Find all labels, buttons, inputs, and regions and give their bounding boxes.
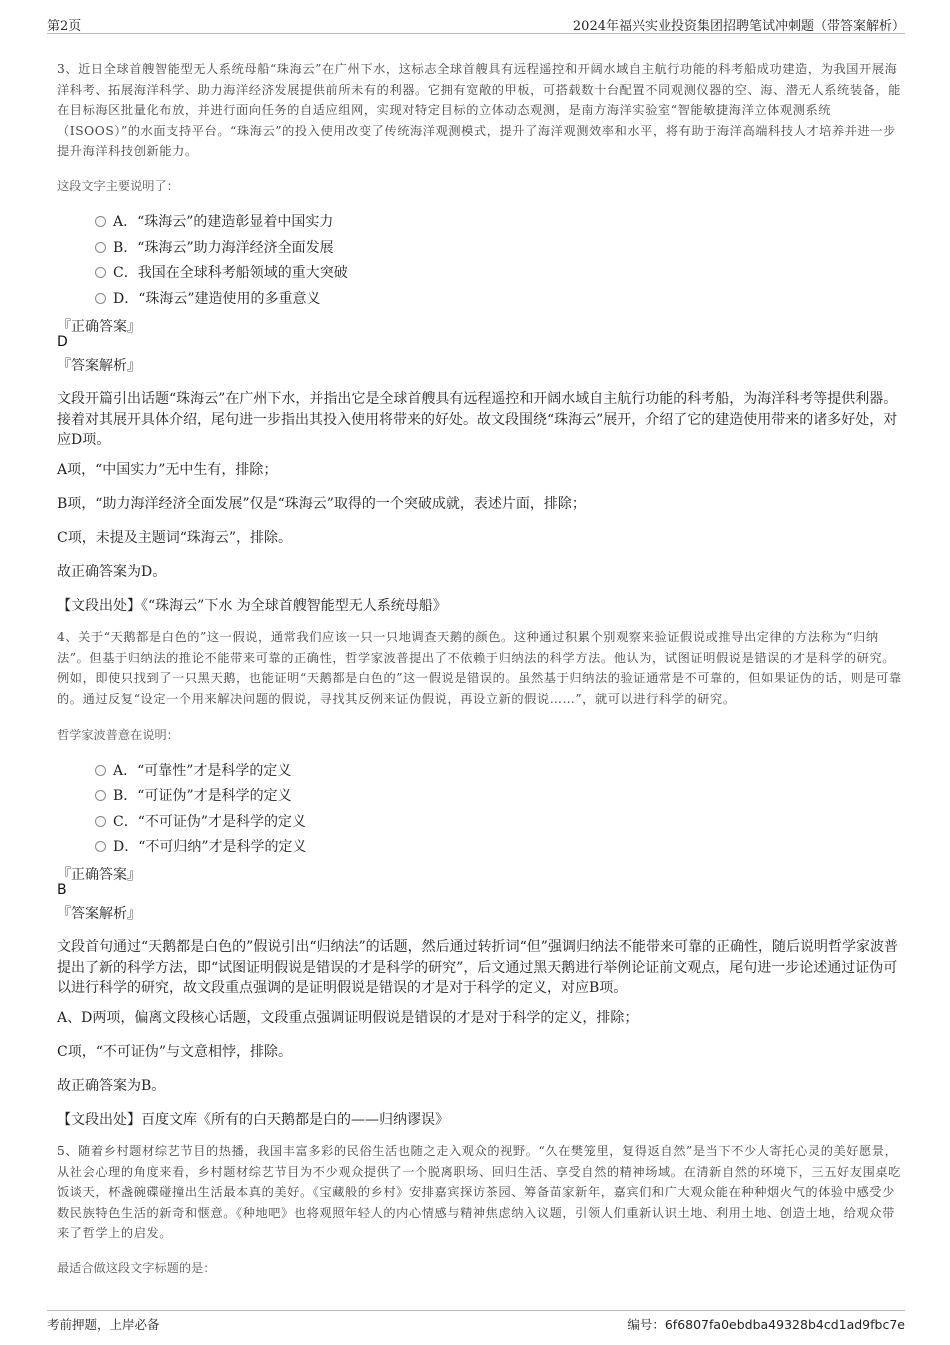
q3-analysis-label: 『答案解析』 — [57, 358, 141, 374]
q3-source: 【文段出处】《“珠海云”下水 为全球首艘智能型无人系统母船》 — [57, 598, 447, 614]
radio-icon[interactable] — [95, 267, 106, 278]
page-number: 第2页 — [47, 19, 82, 34]
question-4-prompt: 哲学家波普意在说明： — [57, 728, 179, 742]
q4-note-ad: A、D两项，偏离文段核心话题，文段重点强调证明假说是错误的才是对于科学的定义，排除； — [57, 1010, 639, 1026]
radio-icon[interactable] — [95, 293, 106, 304]
q3-answer: D — [57, 334, 68, 350]
question-4-text: 4、关于“天鹅都是白色的”这一假说，通常我们应该一只一只地调查天鹅的颜色。这种通过积累个别观察来验证假说或推导出定律的方法称为“归纳法”。但基于归纳法的推论不能带来可靠的正确性，哲学家波普提出了不依赖于归纳法的科学方法。他认为，试图证明假说是错误的才是科学的研究。例如，即使只找到了一只黑天鹅，也能证明“天鹅都是白色的”这一假说是错误的。虽然基于归纳法的验证通常是不可靠的，但如果证伪的话，则是可靠的。通过反复“设定一个用来解决问题的假说，寻找其反例来证伪假说，再设立新的假说……”，就可以进行科学的研究。 — [57, 630, 902, 706]
q4-analysis-label: 『答案解析』 — [57, 906, 141, 922]
q4-option-d[interactable]: D．“不可归纳”才是科学的定义 — [95, 836, 307, 856]
question-5-text: 5、随着乡村题材综艺节目的热播，我国丰富多彩的民俗生活也随之走入观众的视野。“久在樊笼里，复得返自然”是当下不少人寄托心灵的美好愿景，从社会心理的角度来看，乡村题材综艺节目为不少观众提供了一个脱离职场、回归生活、享受自然的精神场域。在清新自然的环境下，三五好友围桌吃饭谈天，杯盏碗碟碰撞出生活最本真的美好。《宝藏般的乡村》安排嘉宾探访茶园、筹备苗家新年，嘉宾们和广大观众能在种种烟火气的体验中感受少数民族特色生活的新奇和惬意。《种地吧》也将观照年轻人的内心情感与精神焦虑纳入议题，引领人们重新认识土地、利用土地、创造土地，给观众带来了哲学上的启发。 — [57, 1144, 901, 1241]
q4-option-a[interactable]: A．“可靠性”才是科学的定义 — [95, 760, 291, 780]
q4-answer: B — [57, 882, 67, 898]
page-header — [47, 0, 905, 34]
q4-source: 【文段出处】百度文库《所有的白天鹅都是白的——归纳谬误》 — [57, 1112, 449, 1128]
q3-option-a[interactable]: A．“珠海云”的建造彰显着中国实力 — [95, 211, 333, 231]
q3-note-a: A项，“中国实力”无中生有，排除； — [57, 462, 278, 478]
q3-option-b[interactable]: B．“珠海云”助力海洋经济全面发展 — [95, 237, 334, 257]
q3-option-d[interactable]: D．“珠海云”建造使用的多重意义 — [95, 288, 321, 308]
q4-analysis: 文段首句通过“天鹅都是白色的”假说引出“归纳法”的话题，然后通过转折词“但”强调归纳法不能带来可靠的正确性，随后说明哲学家波普提出了新的科学方法，即“试图证明假说是错误的才是科学的研究”，后文通过黑天鹅进行举例论证前文观点，尾句进一步论述通过证伪可以进行科学的研究，故文段重点强调的是证明假说是错误的才是对于科学的定义，对应B项。 — [57, 939, 898, 996]
page-footer — [47, 1310, 905, 1335]
q3-note-c: C项，未提及主题词“珠海云”，排除。 — [57, 530, 293, 546]
question-3-prompt: 这段文字主要说明了： — [57, 179, 179, 193]
document-id-value: 6f6807fa0ebdba49328b4cd1ad9fbc7e — [664, 1317, 905, 1332]
question-5-prompt: 最适合做这段文字标题的是： — [57, 1261, 216, 1275]
document-title: 2024年福兴实业投资集团招聘笔试冲刺题（带答案解析） — [572, 19, 905, 34]
document-id-label: 编号： — [627, 1317, 665, 1332]
radio-icon[interactable] — [95, 242, 106, 253]
q3-answer-label: 『正确答案』 — [57, 319, 141, 335]
radio-icon[interactable] — [95, 216, 106, 227]
q4-note-c: C项，“不可证伪”与文意相悖，排除。 — [57, 1044, 293, 1060]
question-3-text: 3、近日全球首艘智能型无人系统母船“珠海云”在广州下水，这标志全球首艘具有远程遥控和开阔水域自主航行功能的科考船成功建造，为我国开展海洋科考、拓展海洋科学、助力海洋经济发展提供前所未有的利器。它拥有宽敞的甲板，可搭载数十台配置不同观测仪器的空、海、潜无人系统装备，能在目标海区批量化布放，并进行面向任务的自适应组网，实现对特定目标的立体动态观测，是南方海洋实验室“智能敏捷海洋立体观测系统（ISOOS）”的水面支持平台。“珠海云”的投入使用改变了传统海洋观测模式，提升了海洋观测效率和水平，将有助于海洋高端科技人才培养并进一步提升海洋科技创新能力。 — [57, 62, 901, 159]
q3-conclusion: 故正确答案为D。 — [57, 564, 167, 580]
radio-icon[interactable] — [95, 816, 106, 827]
q3-note-b: B项，“助力海洋经济全面发展”仅是“珠海云”取得的一个突破成就，表述片面，排除； — [57, 496, 586, 512]
radio-icon[interactable] — [95, 790, 106, 801]
q4-option-b[interactable]: B．“可证伪”才是科学的定义 — [95, 785, 292, 805]
radio-icon[interactable] — [95, 841, 106, 852]
document-id — [627, 1315, 905, 1333]
q3-analysis: 文段开篇引出话题“珠海云”在广州下水，并指出它是全球首艘具有远程遥控和开阔水域自主航行功能的科考船，为海洋科考等提供利器。接着对其展开具体介绍，尾句进一步指出其投入使用将带来的好处。故文段围绕“珠海云”展开，介绍了它的建造使用带来的诸多好处，对应D项。 — [57, 391, 898, 448]
q4-conclusion: 故正确答案为B。 — [57, 1078, 166, 1094]
q3-option-c[interactable]: C．我国在全球科考船领域的重大突破 — [95, 262, 348, 282]
q4-option-c[interactable]: C．“不可证伪”才是科学的定义 — [95, 811, 306, 831]
footer-slogan: 考前押题，上岸必备 — [47, 1317, 160, 1332]
q4-answer-label: 『正确答案』 — [57, 867, 141, 883]
radio-icon[interactable] — [95, 765, 106, 776]
